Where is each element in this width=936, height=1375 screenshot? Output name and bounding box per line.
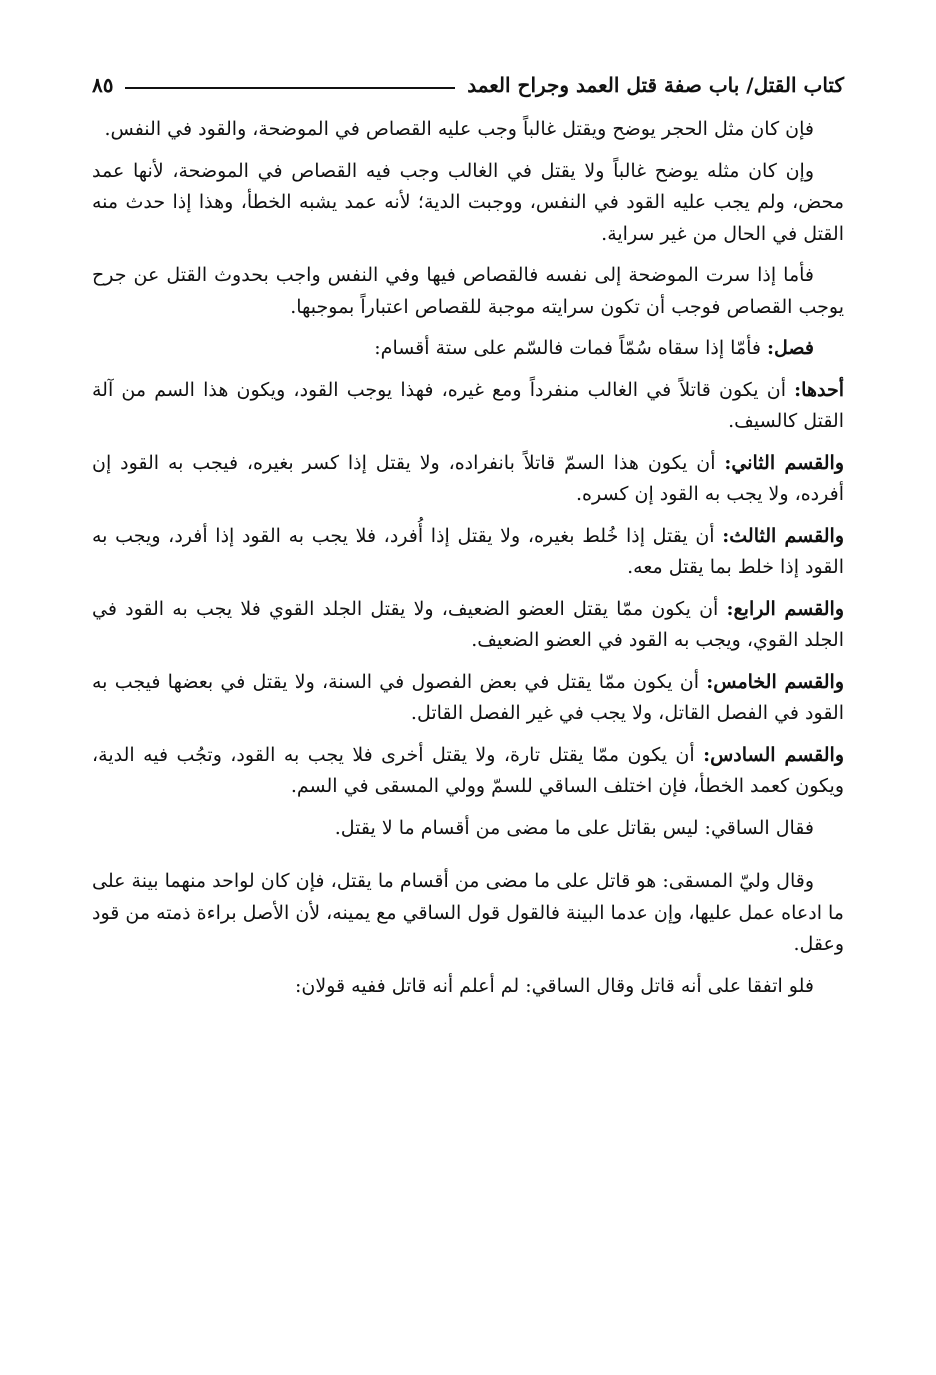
paragraph-lead: والقسم الخامس: bbox=[706, 670, 844, 693]
page-header bbox=[92, 62, 844, 108]
paragraph bbox=[92, 260, 844, 323]
body-text bbox=[92, 114, 844, 1002]
paragraph-text: أن يكون هذا السمّ قاتلاً بانفراده، ولا يقتل إذا كسر بغيره، فيجب به القود إن أفرده، ولا يجب به القود إن كسره. bbox=[92, 451, 844, 505]
paragraph bbox=[92, 971, 844, 1003]
section-heading-paragraph bbox=[92, 333, 844, 365]
category-paragraph bbox=[92, 448, 844, 511]
paragraph-text: فقال الساقي: ليس بقاتل على ما مضى من أقسام ما لا يقتل. bbox=[334, 816, 814, 839]
paragraph-text: فأما إذا سرت الموضحة إلى نفسه فالقصاص فيها وفي النفس واجب بحدوث القتل عن جرح يوجب القصاص فوجب أن تكون سرايته موجبة للقصاص اعتباراً بموجبها. bbox=[92, 264, 844, 318]
page-number: ٨٥ bbox=[92, 73, 114, 97]
paragraph-text: فلو اتفقا على أنه قاتل وقال الساقي: لم أعلم أنه قاتل ففيه قولان: bbox=[295, 974, 814, 997]
paragraph bbox=[92, 866, 844, 961]
paragraph-text: أن يكون ممّا يقتل في بعض الفصول في السنة، ولا يقتل في بعضها فيجب به القود في الفصل القاتل، ولا يجب في غير الفصل القاتل. bbox=[92, 670, 844, 724]
paragraph bbox=[92, 813, 844, 845]
paragraph-lead: فصل: bbox=[767, 337, 814, 359]
paragraph-lead: والقسم الثاني: bbox=[724, 451, 845, 474]
header-rule bbox=[125, 87, 455, 89]
paragraph bbox=[92, 114, 844, 146]
paragraph-text: أن يكون ممّا يقتل العضو الضعيف، ولا يقتل الجلد القوي فلا يجب به القود في الجلد القوي، ويجب به القود في العضو الضعيف. bbox=[92, 597, 844, 651]
paragraph-text: فإن كان مثل الحجر يوضح ويقتل غالباً وجب عليه القصاص في الموضحة، والقود في النفس. bbox=[104, 118, 814, 140]
running-title: كتاب القتل/ باب صفة قتل العمد وجراح العمد bbox=[467, 73, 844, 97]
book-page bbox=[92, 62, 844, 1012]
paragraph-text: وإن كان مثله يوضح غالباً ولا يقتل في الغالب وجب فيه القصاص في الموضحة، لأنها عمد محض، ولم يجب عليه القود في النفس، ووجبت الدية؛ لأنه عمد يشبه الخطأ، وهذا إذا حدث منه القتل في الحال من غير سراية. bbox=[92, 159, 844, 245]
category-paragraph bbox=[92, 740, 844, 803]
category-paragraph bbox=[92, 667, 844, 730]
paragraph-text: أن يكون قاتلاً في الغالب منفرداً ومع غيره، فهذا يوجب القود، ويكون هذا السم من آلة القتل كالسيف. bbox=[92, 378, 844, 432]
paragraph-lead: والقسم الرابع: bbox=[726, 597, 845, 620]
paragraph-lead: أحدها: bbox=[794, 378, 844, 401]
paragraph bbox=[92, 156, 844, 251]
category-paragraph bbox=[92, 521, 844, 584]
category-paragraph bbox=[92, 375, 844, 438]
paragraph-lead: والقسم السادس: bbox=[703, 743, 844, 766]
paragraph-text: فأمّا إذا سقاه سُمّاً فمات فالسّم على ستة أقسام: bbox=[374, 337, 768, 359]
paragraph-text: وقال وليّ المسقى: هو قاتل على ما مضى من أقسام ما يقتل، فإن كان لواحد منهما بينة على ما ادعاه عمل عليها، وإن عدما البينة فالقول قول الساقي مع يمينه، لأن الأصل براءة ذمته من قود وعقل. bbox=[92, 870, 844, 955]
category-paragraph bbox=[92, 594, 844, 657]
paragraph-text: أن يكون ممّا يقتل تارة، ولا يقتل أخرى فلا يجب به القود، وتجُب فيه الدية، ويكون كعمد الخطأ، فإن اختلف الساقي للسمّ وولي المسقى في السم. bbox=[92, 743, 844, 797]
paragraph-text: أن يقتل إذا خُلط بغيره، ولا يقتل إذا أُفرد، فلا يجب به القود إذا أفرد، ويجب به القود إذا خلط بما يقتل معه. bbox=[92, 524, 844, 578]
paragraph-lead: والقسم الثالث: bbox=[722, 524, 844, 547]
